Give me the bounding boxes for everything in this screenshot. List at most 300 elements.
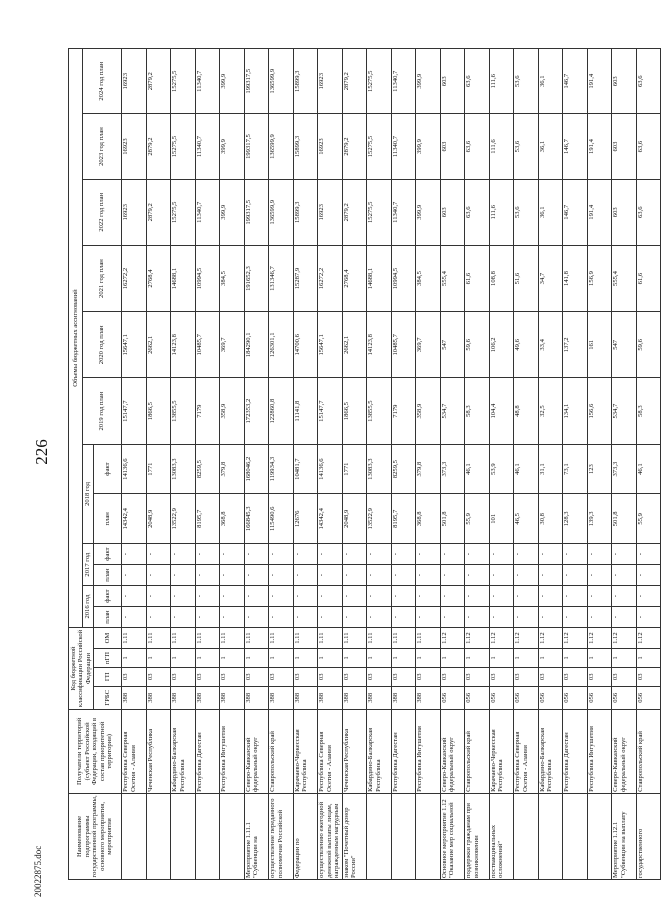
row-grbs-code: 056 xyxy=(612,686,637,709)
row-value-cell: 15147,7 xyxy=(122,378,147,444)
row-value-cell: - xyxy=(171,565,196,586)
row-value-cell: 7179 xyxy=(195,378,220,444)
budget-allocation-table xyxy=(68,48,661,880)
row-value-cell: 603 xyxy=(612,49,637,114)
row-value-cell: - xyxy=(269,544,294,565)
row-om-code: 1.12 xyxy=(514,628,539,649)
row-pgp-code: 1 xyxy=(220,649,245,668)
row-pgp-code: 1 xyxy=(244,649,269,668)
row-om-code: 1.11 xyxy=(367,628,392,649)
row-value-cell: 368,8 xyxy=(220,494,245,544)
row-value-cell: 379,8 xyxy=(220,444,245,494)
row-value-cell: 14688,1 xyxy=(367,245,392,311)
row-grbs-code: 056 xyxy=(587,686,612,709)
row-value-cell: 128,3 xyxy=(563,494,588,544)
row-value-cell: 384,5 xyxy=(220,245,245,311)
row-value-cell: - xyxy=(342,586,367,607)
row-om-code: 1.11 xyxy=(171,628,196,649)
row-value-cell: 10485,7 xyxy=(391,312,416,378)
table-row xyxy=(587,49,612,880)
row-value-cell: - xyxy=(244,607,269,628)
row-gp-code: 03 xyxy=(465,667,490,686)
row-value-cell: - xyxy=(587,586,612,607)
row-value-cell: 119934,3 xyxy=(269,444,294,494)
row-program: поствакцинальных осложнений" xyxy=(489,793,514,879)
row-gp-code: 03 xyxy=(122,667,147,686)
row-value-cell: - xyxy=(367,544,392,565)
row-value-cell: 603 xyxy=(612,179,637,245)
row-value-cell: 61,6 xyxy=(636,245,661,311)
row-pgp-code: 1 xyxy=(563,649,588,668)
row-value-cell: - xyxy=(220,586,245,607)
row-value-cell: 104,4 xyxy=(489,378,514,444)
row-value-cell: - xyxy=(440,607,465,628)
row-value-cell: 199317,5 xyxy=(244,179,269,245)
row-value-cell: - xyxy=(146,586,171,607)
header-year-2017: 2017 год xyxy=(83,544,94,586)
row-value-cell: - xyxy=(195,544,220,565)
row-value-cell: - xyxy=(195,607,220,628)
table-row xyxy=(636,49,661,880)
header-code-om: ОМ xyxy=(94,628,122,649)
row-value-cell: 534,7 xyxy=(440,378,465,444)
row-value-cell: 368,8 xyxy=(416,494,441,544)
row-program: осуществление переданного полномочия Российской xyxy=(269,793,294,879)
row-value-cell: - xyxy=(171,586,196,607)
row-gp-code: 03 xyxy=(342,667,367,686)
header-year-2020: 2020 год план xyxy=(83,312,122,378)
row-value-cell: 2662,1 xyxy=(146,312,171,378)
row-value-cell: 46,1 xyxy=(465,444,490,494)
row-value-cell: 106,2 xyxy=(489,312,514,378)
row-value-cell: 13083,3 xyxy=(367,444,392,494)
row-value-cell: 16923 xyxy=(122,49,147,114)
row-pgp-code: 1 xyxy=(171,649,196,668)
row-gp-code: 03 xyxy=(636,667,661,686)
row-value-cell: 399,9 xyxy=(416,49,441,114)
row-value-cell: 15287,9 xyxy=(293,245,318,311)
row-value-cell: - xyxy=(293,565,318,586)
row-value-cell: 10485,7 xyxy=(195,312,220,378)
row-value-cell: - xyxy=(440,586,465,607)
row-value-cell: 63,6 xyxy=(636,179,661,245)
row-grbs-code: 056 xyxy=(465,686,490,709)
row-value-cell: 373,3 xyxy=(440,444,465,494)
header-year-2022: 2022 год план xyxy=(83,179,122,245)
row-grbs-code: 388 xyxy=(146,686,171,709)
row-value-cell: 11340,7 xyxy=(391,49,416,114)
row-value-cell: 11340,7 xyxy=(195,49,220,114)
row-grbs-code: 388 xyxy=(342,686,367,709)
row-value-cell: - xyxy=(587,544,612,565)
row-value-cell: 14123,8 xyxy=(171,312,196,378)
row-value-cell: 14700,6 xyxy=(293,312,318,378)
row-territory: Северо-Кавказский федеральный округ xyxy=(244,709,269,793)
row-value-cell: 501,8 xyxy=(612,494,637,544)
row-value-cell: 146,7 xyxy=(563,49,588,114)
row-value-cell: - xyxy=(514,586,539,607)
row-program xyxy=(391,793,416,879)
row-value-cell: 53,6 xyxy=(514,49,539,114)
row-om-code: 1.12 xyxy=(563,628,588,649)
row-value-cell: - xyxy=(612,586,637,607)
row-territory: Кабардино-Балкарская Республика xyxy=(367,709,392,793)
row-program: Мероприятие 1.12.1 "Субвенции на выплату xyxy=(612,793,637,879)
row-value-cell: 161 xyxy=(587,312,612,378)
row-value-cell: 399,9 xyxy=(220,179,245,245)
row-value-cell: 15275,5 xyxy=(367,114,392,179)
row-value-cell: - xyxy=(122,544,147,565)
row-grbs-code: 056 xyxy=(563,686,588,709)
row-grbs-code: 056 xyxy=(636,686,661,709)
row-value-cell: 49,6 xyxy=(514,312,539,378)
row-value-cell: 15275,5 xyxy=(171,49,196,114)
row-program: Федерации по xyxy=(293,793,318,879)
row-om-code: 1.11 xyxy=(195,628,220,649)
header-year-2021: 2021 год план xyxy=(83,245,122,311)
header-year-2018: 2018 год xyxy=(83,444,94,543)
row-value-cell: - xyxy=(293,544,318,565)
row-value-cell: 15647,1 xyxy=(122,312,147,378)
row-value-cell: 16923 xyxy=(318,49,343,114)
row-value-cell: 63,6 xyxy=(465,114,490,179)
row-value-cell: - xyxy=(587,565,612,586)
row-program xyxy=(514,793,539,879)
row-om-code: 1.12 xyxy=(440,628,465,649)
row-value-cell: - xyxy=(636,565,661,586)
row-value-cell: 379,8 xyxy=(416,444,441,494)
row-gp-code: 03 xyxy=(440,667,465,686)
row-value-cell: 48,8 xyxy=(514,378,539,444)
row-value-cell: - xyxy=(514,607,539,628)
row-pgp-code: 1 xyxy=(342,649,367,668)
row-value-cell: 126301,1 xyxy=(269,312,294,378)
row-value-cell: 10994,5 xyxy=(391,245,416,311)
row-value-cell: 1771 xyxy=(146,444,171,494)
row-value-cell: 2048,9 xyxy=(146,494,171,544)
row-territory: Ставропольский край xyxy=(269,709,294,793)
row-value-cell: 36,1 xyxy=(538,179,563,245)
row-value-cell: 32,5 xyxy=(538,378,563,444)
table-row xyxy=(538,49,563,880)
row-pgp-code: 1 xyxy=(416,649,441,668)
header-budget-volumes: Объемы бюджетных ассигнований xyxy=(69,49,83,628)
row-value-cell: 63,6 xyxy=(465,49,490,114)
row-value-cell: 399,9 xyxy=(220,114,245,179)
row-gp-code: 03 xyxy=(146,667,171,686)
row-value-cell: 13522,9 xyxy=(171,494,196,544)
row-value-cell: 11340,7 xyxy=(391,179,416,245)
row-value-cell: - xyxy=(391,586,416,607)
row-pgp-code: 1 xyxy=(612,649,637,668)
row-gp-code: 03 xyxy=(171,667,196,686)
row-value-cell: 111,6 xyxy=(489,114,514,179)
row-value-cell: - xyxy=(220,565,245,586)
row-value-cell: 122860,8 xyxy=(269,378,294,444)
header-code-gp: ГП xyxy=(94,667,122,686)
row-value-cell: - xyxy=(367,607,392,628)
row-grbs-code: 056 xyxy=(440,686,465,709)
row-value-cell: - xyxy=(636,586,661,607)
row-value-cell: - xyxy=(440,565,465,586)
table-row xyxy=(440,49,465,880)
row-value-cell: 373,3 xyxy=(612,444,637,494)
row-value-cell: 16923 xyxy=(318,114,343,179)
row-value-cell: - xyxy=(146,607,171,628)
row-program xyxy=(220,793,245,879)
row-value-cell: - xyxy=(416,544,441,565)
row-value-cell: 46,5 xyxy=(514,494,539,544)
row-value-cell: - xyxy=(318,607,343,628)
table-row xyxy=(146,49,171,880)
row-value-cell: 10481,7 xyxy=(293,444,318,494)
row-territory: Северо-Кавказский федеральный округ xyxy=(612,709,637,793)
row-value-cell: 384,5 xyxy=(416,245,441,311)
row-grbs-code: 388 xyxy=(171,686,196,709)
row-program: знаком "Почетный донор России" xyxy=(342,793,367,879)
header-code-pgp: пГП xyxy=(94,649,122,668)
row-program xyxy=(171,793,196,879)
row-grbs-code: 056 xyxy=(538,686,563,709)
row-gp-code: 03 xyxy=(367,667,392,686)
row-grbs-code: 388 xyxy=(318,686,343,709)
row-value-cell: 8195,7 xyxy=(391,494,416,544)
row-value-cell: - xyxy=(171,544,196,565)
row-value-cell: 2879,2 xyxy=(342,179,367,245)
row-value-cell: 2768,4 xyxy=(342,245,367,311)
row-value-cell: 136599,9 xyxy=(269,179,294,245)
row-territory: Республика Северная Осетия - Алания xyxy=(318,709,343,793)
row-territory: Республика Северная Осетия - Алания xyxy=(514,709,539,793)
row-value-cell: 53,6 xyxy=(514,179,539,245)
row-program: Мероприятие 1.11.1 "Субвенции на xyxy=(244,793,269,879)
row-grbs-code: 388 xyxy=(195,686,220,709)
row-om-code: 1.11 xyxy=(318,628,343,649)
table-row xyxy=(465,49,490,880)
header-2016-fact: факт xyxy=(94,586,122,607)
row-value-cell: 501,8 xyxy=(440,494,465,544)
row-om-code: 1.12 xyxy=(587,628,612,649)
row-value-cell: - xyxy=(465,607,490,628)
row-value-cell: - xyxy=(636,607,661,628)
row-program: Основное мероприятие 1.12 "Оказание мер социальной xyxy=(440,793,465,879)
row-value-cell: 399,9 xyxy=(220,49,245,114)
row-pgp-code: 1 xyxy=(489,649,514,668)
header-2016-plan: план xyxy=(94,607,122,628)
row-value-cell: - xyxy=(538,565,563,586)
row-value-cell: - xyxy=(416,586,441,607)
row-value-cell: 36,1 xyxy=(538,114,563,179)
table-row xyxy=(171,49,196,880)
row-value-cell: 547 xyxy=(612,312,637,378)
row-value-cell: 36,1 xyxy=(538,49,563,114)
row-value-cell: - xyxy=(489,544,514,565)
row-value-cell: 108,8 xyxy=(489,245,514,311)
row-value-cell: 11340,7 xyxy=(195,114,220,179)
row-pgp-code: 1 xyxy=(440,649,465,668)
row-value-cell: 555,4 xyxy=(612,245,637,311)
row-gp-code: 03 xyxy=(269,667,294,686)
row-gp-code: 03 xyxy=(318,667,343,686)
row-value-cell: 15147,7 xyxy=(318,378,343,444)
row-value-cell: - xyxy=(440,544,465,565)
row-value-cell: 51,6 xyxy=(514,245,539,311)
row-value-cell: - xyxy=(391,607,416,628)
row-value-cell: 61,6 xyxy=(465,245,490,311)
header-code-grbs: ГРБС xyxy=(94,686,122,709)
row-value-cell: - xyxy=(293,607,318,628)
row-value-cell: 534,7 xyxy=(612,378,637,444)
row-value-cell: - xyxy=(416,565,441,586)
table-row xyxy=(318,49,343,880)
row-value-cell: 15275,5 xyxy=(171,179,196,245)
row-value-cell: 111,6 xyxy=(489,179,514,245)
row-value-cell: - xyxy=(538,607,563,628)
row-value-cell: 2879,2 xyxy=(342,114,367,179)
row-value-cell: 14136,6 xyxy=(318,444,343,494)
row-value-cell: 123 xyxy=(587,444,612,494)
row-value-cell: 1866,5 xyxy=(146,378,171,444)
row-value-cell: - xyxy=(416,607,441,628)
row-value-cell: - xyxy=(318,544,343,565)
row-value-cell: - xyxy=(318,586,343,607)
row-value-cell: 11340,7 xyxy=(195,179,220,245)
document-filename: 20022875.doc xyxy=(33,845,43,897)
table-row xyxy=(293,49,318,880)
row-gp-code: 03 xyxy=(391,667,416,686)
row-territory: Карачаево-Черкесская Республика xyxy=(293,709,318,793)
row-territory: Республика Дагестан xyxy=(391,709,416,793)
row-value-cell: 555,4 xyxy=(440,245,465,311)
row-value-cell: 55,9 xyxy=(465,494,490,544)
row-value-cell: 2048,9 xyxy=(342,494,367,544)
row-territory: Ставропольский край xyxy=(465,709,490,793)
row-gp-code: 03 xyxy=(195,667,220,686)
row-value-cell: 358,9 xyxy=(416,378,441,444)
row-value-cell: - xyxy=(489,586,514,607)
row-value-cell: - xyxy=(563,607,588,628)
row-value-cell: 58,3 xyxy=(465,378,490,444)
header-program: Наименование подпрограммы государственной программы, основного мероприятия, мероприятия xyxy=(69,793,122,879)
row-om-code: 1.12 xyxy=(612,628,637,649)
row-value-cell: 184290,1 xyxy=(244,312,269,378)
row-pgp-code: 1 xyxy=(293,649,318,668)
row-value-cell: - xyxy=(514,544,539,565)
row-value-cell: - xyxy=(465,586,490,607)
row-value-cell: - xyxy=(195,586,220,607)
row-grbs-code: 388 xyxy=(220,686,245,709)
row-gp-code: 03 xyxy=(416,667,441,686)
row-pgp-code: 1 xyxy=(587,649,612,668)
row-om-code: 1.11 xyxy=(146,628,171,649)
row-value-cell: - xyxy=(465,544,490,565)
table-body xyxy=(122,49,661,880)
row-value-cell: 191,4 xyxy=(587,114,612,179)
row-gp-code: 03 xyxy=(612,667,637,686)
row-value-cell: 15275,5 xyxy=(171,114,196,179)
row-territory: Республика Северная Осетия - Алания xyxy=(122,709,147,793)
row-territory: Республика Дагестан xyxy=(563,709,588,793)
table-row xyxy=(489,49,514,880)
row-value-cell: 2879,2 xyxy=(146,114,171,179)
row-value-cell: 2879,2 xyxy=(342,49,367,114)
row-value-cell: 15899,3 xyxy=(293,179,318,245)
row-gp-code: 03 xyxy=(587,667,612,686)
header-year-2019: 2019 год план xyxy=(83,378,122,444)
row-value-cell: - xyxy=(342,544,367,565)
row-value-cell: 15899,3 xyxy=(293,114,318,179)
row-value-cell: 8259,5 xyxy=(195,444,220,494)
row-value-cell: 199317,5 xyxy=(244,49,269,114)
row-value-cell: 59,6 xyxy=(636,312,661,378)
row-value-cell: - xyxy=(220,607,245,628)
row-value-cell: 13855,5 xyxy=(367,378,392,444)
row-pgp-code: 1 xyxy=(367,649,392,668)
row-value-cell: - xyxy=(587,607,612,628)
row-value-cell: 369,7 xyxy=(416,312,441,378)
row-pgp-code: 1 xyxy=(122,649,147,668)
row-value-cell: 141,8 xyxy=(563,245,588,311)
row-value-cell: 191652,3 xyxy=(244,245,269,311)
header-2017-fact: факт xyxy=(94,544,122,565)
row-value-cell: - xyxy=(489,607,514,628)
row-value-cell: 191,4 xyxy=(587,49,612,114)
table-row xyxy=(367,49,392,880)
row-value-cell: - xyxy=(612,565,637,586)
row-gp-code: 03 xyxy=(220,667,245,686)
row-value-cell: 2879,2 xyxy=(146,49,171,114)
row-value-cell: 46,1 xyxy=(514,444,539,494)
table-row xyxy=(122,49,147,880)
row-value-cell: 11340,7 xyxy=(391,114,416,179)
row-value-cell: 115490,6 xyxy=(269,494,294,544)
row-program xyxy=(538,793,563,879)
row-grbs-code: 388 xyxy=(367,686,392,709)
table-row xyxy=(269,49,294,880)
row-value-cell: - xyxy=(612,544,637,565)
row-om-code: 1.11 xyxy=(220,628,245,649)
row-value-cell: 16923 xyxy=(318,179,343,245)
row-value-cell: 16272,2 xyxy=(122,245,147,311)
row-value-cell: 53,9 xyxy=(489,444,514,494)
row-value-cell: 603 xyxy=(440,114,465,179)
row-grbs-code: 388 xyxy=(269,686,294,709)
row-value-cell: 15275,5 xyxy=(367,179,392,245)
row-om-code: 1.11 xyxy=(293,628,318,649)
row-value-cell: 58,3 xyxy=(636,378,661,444)
row-value-cell: - xyxy=(244,544,269,565)
row-program xyxy=(367,793,392,879)
row-value-cell: 603 xyxy=(612,114,637,179)
row-grbs-code: 388 xyxy=(293,686,318,709)
row-pgp-code: 1 xyxy=(538,649,563,668)
row-grbs-code: 388 xyxy=(122,686,147,709)
row-value-cell: 399,9 xyxy=(416,114,441,179)
row-om-code: 1.12 xyxy=(489,628,514,649)
row-value-cell: 13522,9 xyxy=(367,494,392,544)
row-value-cell: 14342,4 xyxy=(122,494,147,544)
row-value-cell: - xyxy=(269,586,294,607)
row-value-cell: 13083,3 xyxy=(171,444,196,494)
row-program xyxy=(416,793,441,879)
row-value-cell: 46,1 xyxy=(636,444,661,494)
row-program xyxy=(122,793,147,879)
row-program: осуществлению ежегодной денежной выплаты лицам, награжденным нагрудным xyxy=(318,793,343,879)
table-row xyxy=(391,49,416,880)
row-pgp-code: 1 xyxy=(269,649,294,668)
table-row xyxy=(563,49,588,880)
row-value-cell: 31,1 xyxy=(538,444,563,494)
